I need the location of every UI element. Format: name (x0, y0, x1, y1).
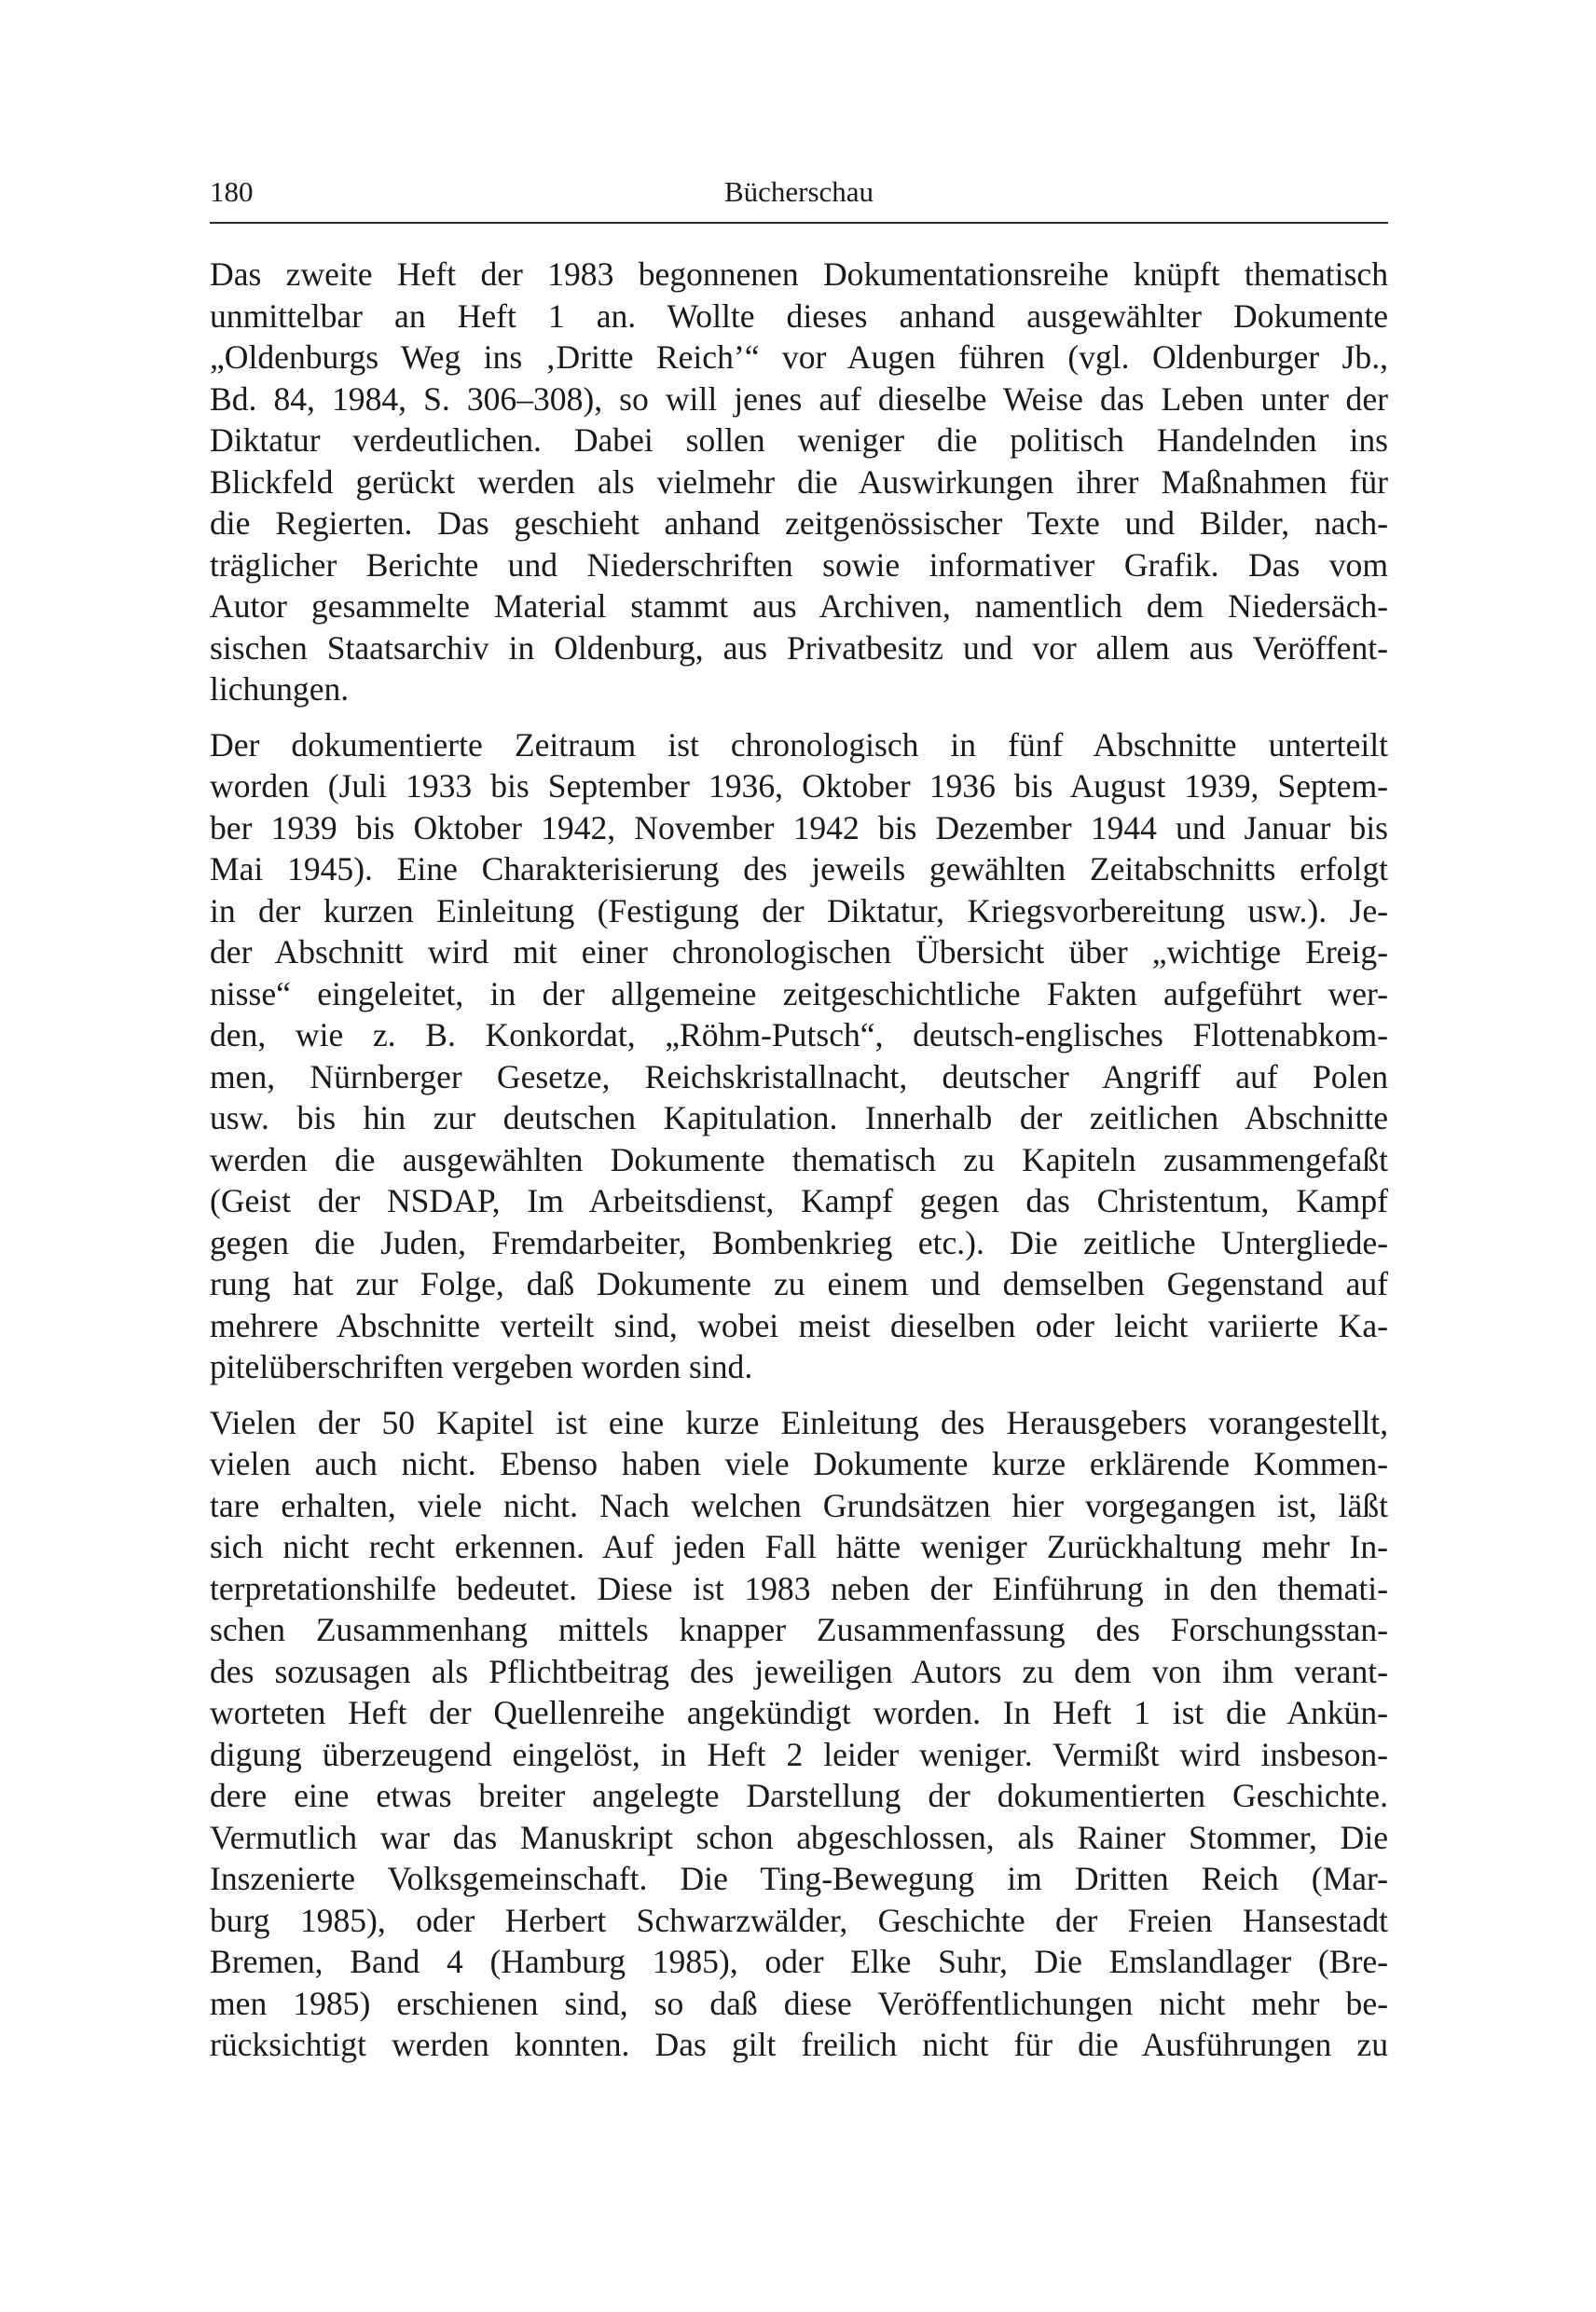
text-line: tare erhalten, viele nicht. Nach welchen Grundsätzen hier vorgegangen ist, läßt (210, 1486, 1388, 1524)
text-line: terpretationshilfe bedeutet. Diese ist 1983 neben der Einführung in den themati- (210, 1569, 1388, 1607)
page-number: 180 (210, 175, 254, 208)
text-line: gegen die Juden, Fremdarbeiter, Bombenkrieg etc.). Die zeitliche Untergliede- (210, 1223, 1388, 1261)
text-line: Inszenierte Volksgemeinschaft. Die Ting-Bewegung im Dritten Reich (Mar- (210, 1860, 1388, 1897)
paragraph-2 (210, 724, 1388, 1388)
text-line: (Geist der NSDAP, Im Arbeitsdienst, Kampf gegen das Christentum, Kampf (210, 1182, 1388, 1219)
text-line: Autor gesammelte Material stammt aus Archiven, namentlich dem Niedersäch- (210, 587, 1388, 625)
text-line: men 1985) erschienen sind, so daß diese Veröffentlichungen nicht mehr be- (210, 1984, 1388, 2022)
text-line: Vermutlich war das Manuskript schon abgeschlossen, als Rainer Stommer, Die (210, 1818, 1388, 1856)
text-line: vielen auch nicht. Ebenso haben viele Dokumente kurze erklärende Kommen- (210, 1445, 1388, 1482)
text-line: worteten Heft der Quellenreihe angekündigt worden. In Heft 1 ist die Ankün- (210, 1694, 1388, 1731)
text-line: sich nicht recht erkennen. Auf jeden Fall hätte weniger Zurückhaltung mehr In- (210, 1528, 1388, 1565)
text-line: rung hat zur Folge, daß Dokumente zu einem und demselben Gegenstand auf (210, 1265, 1388, 1302)
body-text (210, 254, 1388, 2066)
text-line: Blickfeld gerückt werden als vielmehr die Auswirkungen ihrer Maßnahmen für (210, 462, 1388, 501)
text-line: dere eine etwas breiter angelegte Darstellung der dokumentierten Geschichte. (210, 1777, 1388, 1814)
text-line: pitelüberschriften vergeben worden sind. (210, 1348, 753, 1385)
text-line: Der dokumentierte Zeitraum ist chronologisch in fünf Abschnitte unterteilt (210, 725, 1388, 764)
text-line: der Abschnitt wird mit einer chronologischen Übersicht über „wichtige Ereig- (210, 933, 1388, 970)
text-line: Bd. 84, 1984, S. 306–308), so will jenes auf dieselbe Weise das Leben unter der (210, 379, 1388, 418)
paragraph-3 (210, 1402, 1388, 2066)
paragraph-1 (210, 254, 1388, 710)
text-line: usw. bis hin zur deutschen Kapitulation. Innerhalb der zeitlichen Abschnitte (210, 1099, 1388, 1136)
text-line: unmittelbar an Heft 1 an. Wollte dieses anhand ausgewählter Dokumente (210, 296, 1388, 335)
text-line: mehrere Abschnitte verteilt sind, wobei meist dieselben oder leicht variierte Ka- (210, 1306, 1388, 1344)
text-line: den, wie z. B. Konkordat, „Röhm-Putsch“, deutsch-englisches Flottenabkom- (210, 1016, 1388, 1053)
text-line: „Oldenburgs Weg ins ‚Dritte Reich’“ vor Augen führen (vgl. Oldenburger Jb., (210, 338, 1388, 376)
text-line: des sozusagen als Pflichtbeitrag des jeweiligen Autors zu dem von ihm verant- (210, 1652, 1388, 1690)
text-line: schen Zusammenhang mittels knapper Zusammenfassung des Forschungsstan- (210, 1611, 1388, 1648)
header-title: Bücherschau (723, 175, 874, 208)
text-line: werden die ausgewählten Dokumente thematisch zu Kapiteln zusammengefaßt (210, 1140, 1388, 1178)
text-line: die Regierten. Das geschieht anhand zeitgenössischer Texte und Bilder, nach- (210, 504, 1388, 542)
text-line: in der kurzen Einleitung (Festigung der Diktatur, Kriegsvorbereitung usw.). Je- (210, 891, 1388, 929)
text-line: Das zweite Heft der 1983 begonnenen Dokumentationsreihe knüpft thematisch (210, 255, 1388, 293)
text-line: Bremen, Band 4 (Hamburg 1985), oder Elke Suhr, Die Emslandlager (Bre- (210, 1943, 1388, 1980)
header-rule (210, 222, 1388, 224)
text-line: digung überzeugend eingelöst, in Heft 2 leider weniger. Vermißt wird insbeson- (210, 1735, 1388, 1773)
text-line: men, Nürnberger Gesetze, Reichskristallnacht, deutscher Angriff auf Polen (210, 1057, 1388, 1095)
running-header (210, 171, 1388, 213)
text-line: Vielen der 50 Kapitel ist eine kurze Einleitung des Herausgebers vorangestellt, (210, 1403, 1388, 1441)
text-line: Mai 1945). Eine Charakterisierung des jeweils gewählten Zeitabschnitts erfolgt (210, 850, 1388, 888)
text-line: träglicher Berichte und Niederschriften sowie informativer Grafik. Das vom (210, 545, 1388, 584)
text-line: rücksichtigt werden konnten. Das gilt freilich nicht für die Ausführungen zu (210, 2026, 1388, 2063)
text-line: ber 1939 bis Oktober 1942, November 1942 bis Dezember 1944 und Januar bis (210, 808, 1388, 846)
text-line: sischen Staatsarchiv in Oldenburg, aus Privatbesitz und vor allem aus Veröffent- (210, 628, 1388, 667)
text-line: burg 1985), oder Herbert Schwarzwälder, Geschichte der Freien Hansestadt (210, 1901, 1388, 1939)
text-line: Diktatur verdeutlichen. Dabei sollen weniger die politisch Handelnden ins (210, 421, 1388, 459)
text-line: worden (Juli 1933 bis September 1936, Oktober 1936 bis August 1939, Septem- (210, 767, 1388, 805)
text-line: lichungen. (210, 670, 350, 708)
text-line: nisse“ eingeleitet, in der allgemeine zeitgeschichtliche Fakten aufgeführt wer- (210, 974, 1388, 1012)
